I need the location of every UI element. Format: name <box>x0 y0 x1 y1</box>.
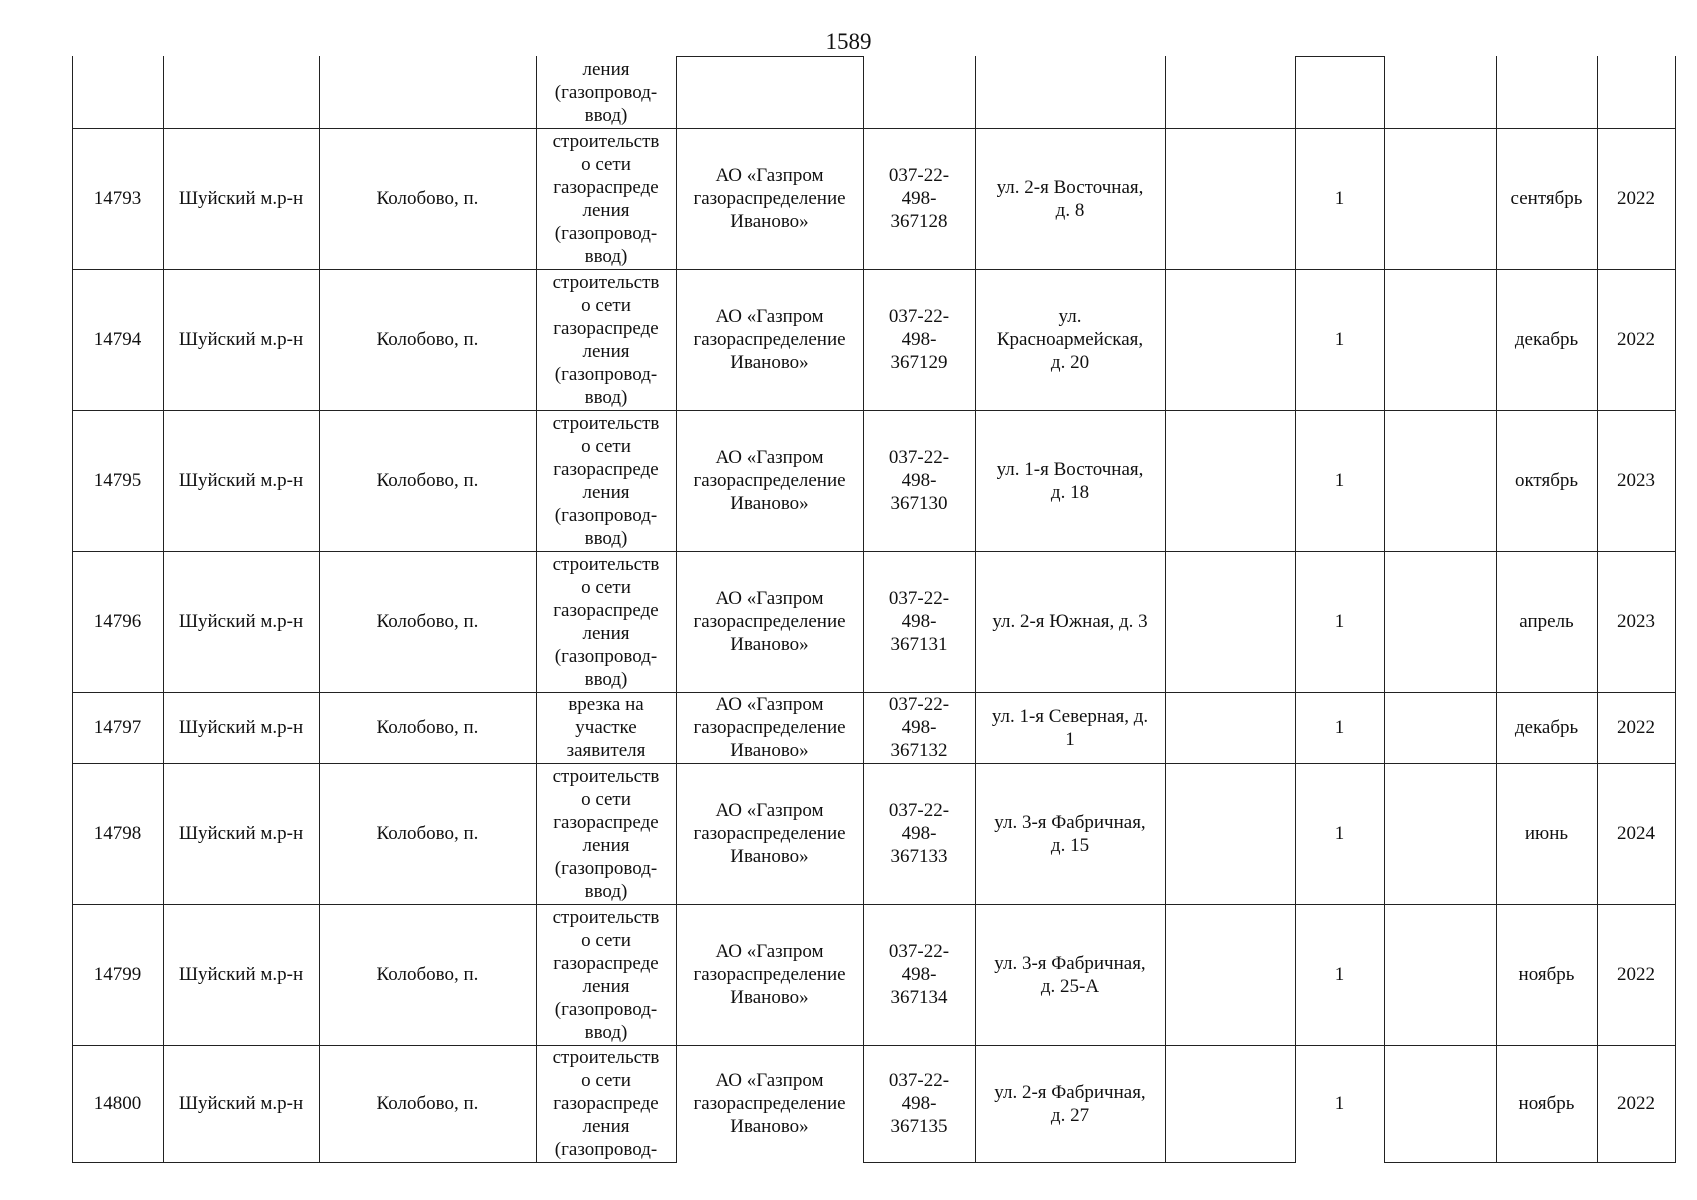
empty-cell <box>1165 692 1295 763</box>
count-cell: 1 <box>1334 611 1345 632</box>
organization-cell: АО «Газпром газораспределение Иваново» <box>693 1070 846 1137</box>
row-id: 14795 <box>93 470 142 491</box>
table-rule <box>72 1162 677 1163</box>
address-cell: ул. Красноармейская, д. 20 <box>996 306 1144 373</box>
year-cell: 2022 <box>1617 717 1655 738</box>
code-cell: 037-22- 498- 367128 <box>888 165 950 232</box>
address-cell: ул. 3-я Фабричная, д. 15 <box>994 811 1146 856</box>
district-cell: Шуйский м.р-н <box>178 470 304 491</box>
district-cell: Шуйский м.р-н <box>178 611 304 632</box>
work-type-cell: ления (газопровод- ввод) <box>554 58 658 126</box>
organization-cell: АО «Газпром газораспределение Иваново» <box>693 694 846 761</box>
locality-cell: Колобово, п. <box>376 611 479 632</box>
empty-cell <box>1165 410 1295 551</box>
row-id: 14794 <box>93 329 142 350</box>
locality-cell: Колобово, п. <box>376 188 479 209</box>
month-cell: ноябрь <box>1518 964 1575 985</box>
month-cell: апрель <box>1519 611 1574 632</box>
code-cell: 037-22- 498- 367131 <box>888 588 950 655</box>
code-cell: 037-22- 498- 367133 <box>888 800 950 867</box>
work-type-cell: строительств о сети газораспреде ления (газопровод- ввод) <box>552 130 660 267</box>
table-rule <box>1384 1162 1676 1163</box>
address-cell: ул. 3-я Фабричная, д. 25-А <box>994 952 1146 997</box>
table-rule <box>863 1162 1296 1163</box>
code-cell: 037-22- 498- 367135 <box>888 1070 950 1137</box>
year-cell: 2024 <box>1617 823 1655 844</box>
organization-cell: АО «Газпром газораспределение Иваново» <box>693 588 846 655</box>
empty-cell <box>1384 1045 1496 1162</box>
district-cell: Шуйский м.р-н <box>178 964 304 985</box>
address-cell: ул. 1-я Северная, д. 1 <box>991 705 1149 750</box>
month-cell: сентябрь <box>1510 188 1583 209</box>
organization-cell: АО «Газпром газораспределение Иваново» <box>693 165 846 232</box>
empty-cell <box>1384 410 1496 551</box>
month-cell: июнь <box>1524 823 1569 844</box>
district-cell: Шуйский м.р-н <box>178 329 304 350</box>
address-cell: ул. 2-я Фабричная, д. 27 <box>994 1081 1146 1126</box>
empty-cell <box>1384 128 1496 269</box>
empty-cell <box>1384 904 1496 1045</box>
work-type-cell: строительств о сети газораспреде ления (газопровод- ввод) <box>552 765 660 902</box>
empty-cell <box>1165 1045 1295 1162</box>
row-id: 14796 <box>93 611 142 632</box>
row-id: 14799 <box>93 964 142 985</box>
organization-cell: АО «Газпром газораспределение Иваново» <box>693 941 846 1008</box>
year-cell: 2023 <box>1617 470 1655 491</box>
empty-cell <box>1165 128 1295 269</box>
work-type-cell: строительств о сети газораспреде ления (газопровод- ввод) <box>552 271 660 408</box>
month-cell: октябрь <box>1514 470 1579 491</box>
work-type-cell: врезка на участке заявителя <box>566 694 646 761</box>
organization-cell: АО «Газпром газораспределение Иваново» <box>693 306 846 373</box>
locality-cell: Колобово, п. <box>376 964 479 985</box>
empty-cell <box>1165 763 1295 904</box>
count-cell: 1 <box>1334 964 1345 985</box>
address-cell: ул. 2-я Восточная, д. 8 <box>996 176 1144 221</box>
table-rule <box>1675 56 1676 1163</box>
district-cell: Шуйский м.р-н <box>178 823 304 844</box>
work-type-cell: строительств о сети газораспреде ления (газопровод- ввод) <box>552 412 660 549</box>
empty-cell <box>1384 692 1496 763</box>
locality-cell: Колобово, п. <box>376 1093 479 1114</box>
count-cell: 1 <box>1334 188 1345 209</box>
empty-cell <box>1384 763 1496 904</box>
count-cell: 1 <box>1334 1093 1345 1114</box>
year-cell: 2022 <box>1617 188 1655 209</box>
locality-cell: Колобово, п. <box>376 823 479 844</box>
address-cell: ул. 1-я Восточная, д. 18 <box>996 458 1144 503</box>
empty-cell <box>1165 904 1295 1045</box>
month-cell: декабрь <box>1514 717 1579 738</box>
district-cell: Шуйский м.р-н <box>178 717 304 738</box>
work-type-cell: строительств о сети газораспреде ления (газопровод- ввод) <box>552 553 660 690</box>
table-rule <box>1295 56 1385 57</box>
year-cell: 2022 <box>1617 329 1655 350</box>
count-cell: 1 <box>1334 717 1345 738</box>
year-cell: 2022 <box>1617 1093 1655 1114</box>
locality-cell: Колобово, п. <box>376 717 479 738</box>
address-cell: ул. 2-я Южная, д. 3 <box>992 611 1148 632</box>
row-id: 14800 <box>93 1093 142 1114</box>
row-id: 14797 <box>93 717 142 738</box>
locality-cell: Колобово, п. <box>376 470 479 491</box>
empty-cell <box>1165 551 1295 692</box>
empty-cell <box>1384 269 1496 410</box>
row-id: 14798 <box>93 823 142 844</box>
organization-cell: АО «Газпром газораспределение Иваново» <box>693 800 846 867</box>
code-cell: 037-22- 498- 367130 <box>888 447 950 514</box>
work-type-cell: строительств о сети газораспреде ления (газопровод- <box>552 1047 660 1160</box>
empty-cell <box>1165 269 1295 410</box>
code-cell: 037-22- 498- 367134 <box>888 941 950 1008</box>
count-cell: 1 <box>1334 823 1345 844</box>
organization-cell: АО «Газпром газораспределение Иваново» <box>693 447 846 514</box>
year-cell: 2022 <box>1617 964 1655 985</box>
year-cell: 2023 <box>1617 611 1655 632</box>
count-cell: 1 <box>1334 470 1345 491</box>
empty-cell <box>1384 551 1496 692</box>
month-cell: ноябрь <box>1518 1093 1575 1114</box>
count-cell: 1 <box>1334 329 1345 350</box>
work-type-cell: строительств о сети газораспреде ления (газопровод- ввод) <box>552 906 660 1043</box>
page-number: 1589 <box>825 29 872 54</box>
month-cell: декабрь <box>1514 329 1579 350</box>
row-id: 14793 <box>93 188 142 209</box>
district-cell: Шуйский м.р-н <box>178 188 304 209</box>
district-cell: Шуйский м.р-н <box>178 1093 304 1114</box>
code-cell: 037-22- 498- 367129 <box>888 306 950 373</box>
code-cell: 037-22- 498- 367132 <box>888 694 950 761</box>
table-rule <box>676 56 864 57</box>
locality-cell: Колобово, п. <box>376 329 479 350</box>
